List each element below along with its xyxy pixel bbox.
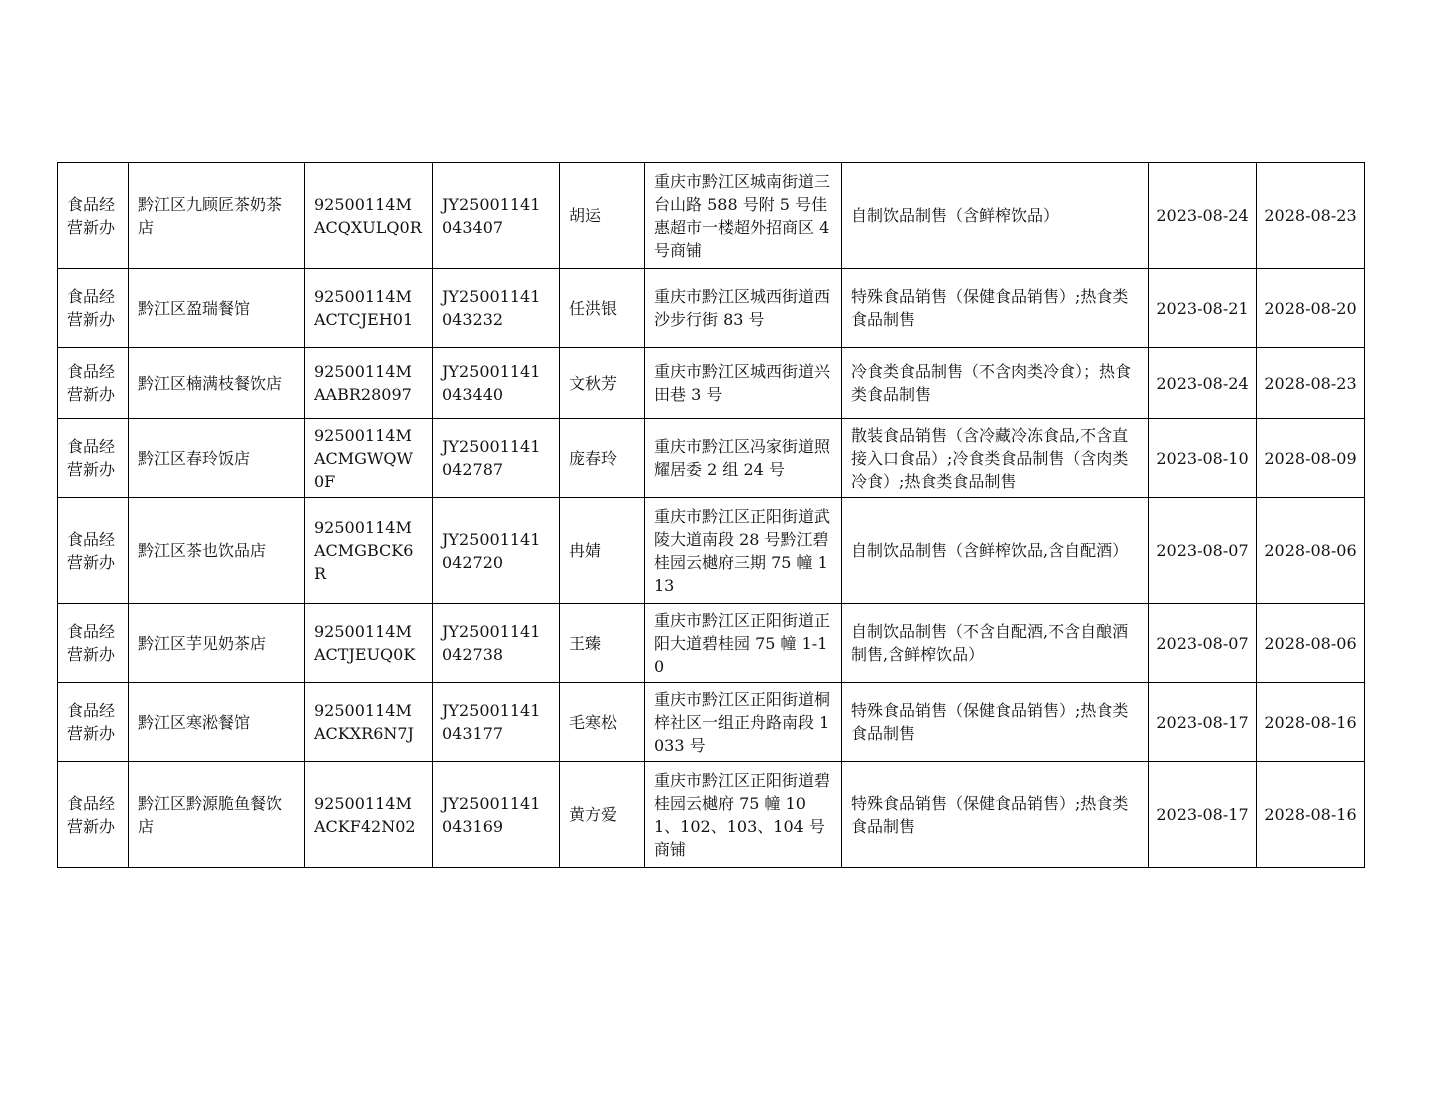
legal-person-cell: 任洪银 (560, 269, 645, 348)
legal-person-cell: 文秋芳 (560, 348, 645, 419)
business-name-cell: 黔江区九顾匠茶奶茶店 (129, 163, 305, 269)
license-number-cell: JY25001141042720 (433, 498, 560, 604)
issue-date-cell: 2023-08-10 (1149, 419, 1257, 498)
credit-code-cell: 92500114MACKF42N02 (305, 762, 433, 868)
business-scope-cell: 特殊食品销售（保健食品销售）;热食类食品制售 (842, 269, 1149, 348)
expiry-date-cell: 2028-08-06 (1257, 604, 1365, 683)
business-name-cell: 黔江区黔源脆鱼餐饮店 (129, 762, 305, 868)
address-cell: 重庆市黔江区城西街道西沙步行街 83 号 (645, 269, 842, 348)
address-cell: 重庆市黔江区冯家街道照耀居委 2 组 24 号 (645, 419, 842, 498)
legal-person-cell: 冉婧 (560, 498, 645, 604)
credit-code-cell: 92500114MACMGWQW0F (305, 419, 433, 498)
expiry-date-cell: 2028-08-16 (1257, 762, 1365, 868)
business-name-cell: 黔江区楠满枝餐饮店 (129, 348, 305, 419)
legal-person-cell: 毛寒松 (560, 683, 645, 762)
business-scope-cell: 自制饮品制售（含鲜榨饮品） (842, 163, 1149, 269)
table-row (58, 498, 1365, 604)
record-type-cell: 食品经营新办 (58, 762, 129, 868)
business-name-cell: 黔江区盈瑞餐馆 (129, 269, 305, 348)
credit-code-cell: 92500114MAABR28097 (305, 348, 433, 419)
issue-date-cell: 2023-08-24 (1149, 348, 1257, 419)
business-name-cell: 黔江区寒淞餐馆 (129, 683, 305, 762)
issue-date-cell: 2023-08-17 (1149, 683, 1257, 762)
record-type-cell: 食品经营新办 (58, 419, 129, 498)
business-scope-cell: 特殊食品销售（保健食品销售）;热食类食品制售 (842, 683, 1149, 762)
table-row (58, 348, 1365, 419)
issue-date-cell: 2023-08-21 (1149, 269, 1257, 348)
address-cell: 重庆市黔江区城南街道三台山路 588 号附 5 号佳惠超市一楼超外招商区 4 号商铺 (645, 163, 842, 269)
record-type-cell: 食品经营新办 (58, 498, 129, 604)
record-type-cell: 食品经营新办 (58, 163, 129, 269)
legal-person-cell: 庞春玲 (560, 419, 645, 498)
license-number-cell: JY25001141042787 (433, 419, 560, 498)
issue-date-cell: 2023-08-07 (1149, 498, 1257, 604)
record-type-cell: 食品经营新办 (58, 683, 129, 762)
legal-person-cell: 黄方爱 (560, 762, 645, 868)
business-name-cell: 黔江区芋见奶茶店 (129, 604, 305, 683)
address-cell: 重庆市黔江区正阳街道武陵大道南段 28 号黔江碧桂园云樾府三期 75 幢 113 (645, 498, 842, 604)
table-row (58, 269, 1365, 348)
issue-date-cell: 2023-08-17 (1149, 762, 1257, 868)
license-number-cell: JY25001141042738 (433, 604, 560, 683)
credit-code-cell: 92500114MACMGBCK6R (305, 498, 433, 604)
issue-date-cell: 2023-08-07 (1149, 604, 1257, 683)
expiry-date-cell: 2028-08-06 (1257, 498, 1365, 604)
table-row (58, 683, 1365, 762)
address-cell: 重庆市黔江区正阳街道正阳大道碧桂园 75 幢 1-10 (645, 604, 842, 683)
license-number-cell: JY25001141043440 (433, 348, 560, 419)
table-body (58, 163, 1365, 868)
table-row (58, 419, 1365, 498)
license-records-table (57, 162, 1365, 868)
legal-person-cell: 胡运 (560, 163, 645, 269)
license-number-cell: JY25001141043169 (433, 762, 560, 868)
license-number-cell: JY25001141043232 (433, 269, 560, 348)
business-name-cell: 黔江区春玲饭店 (129, 419, 305, 498)
business-scope-cell: 冷食类食品制售（不含肉类冷食）；热食类食品制售 (842, 348, 1149, 419)
business-scope-cell: 特殊食品销售（保健食品销售）;热食类食品制售 (842, 762, 1149, 868)
table-row (58, 163, 1365, 269)
business-scope-cell: 自制饮品制售（不含自配酒,不含自酿酒制售,含鲜榨饮品） (842, 604, 1149, 683)
license-number-cell: JY25001141043407 (433, 163, 560, 269)
license-number-cell: JY25001141043177 (433, 683, 560, 762)
expiry-date-cell: 2028-08-23 (1257, 348, 1365, 419)
credit-code-cell: 92500114MACTJEUQ0K (305, 604, 433, 683)
credit-code-cell: 92500114MACTCJEH01 (305, 269, 433, 348)
issue-date-cell: 2023-08-24 (1149, 163, 1257, 269)
expiry-date-cell: 2028-08-20 (1257, 269, 1365, 348)
business-name-cell: 黔江区茶也饮品店 (129, 498, 305, 604)
table-row (58, 762, 1365, 868)
credit-code-cell: 92500114MACKXR6N7J (305, 683, 433, 762)
expiry-date-cell: 2028-08-16 (1257, 683, 1365, 762)
legal-person-cell: 王臻 (560, 604, 645, 683)
record-type-cell: 食品经营新办 (58, 604, 129, 683)
address-cell: 重庆市黔江区城西街道兴田巷 3 号 (645, 348, 842, 419)
record-type-cell: 食品经营新办 (58, 348, 129, 419)
business-scope-cell: 散装食品销售（含冷藏冷冻食品,不含直接入口食品）;冷食类食品制售（含肉类冷食）;热食类食品制售 (842, 419, 1149, 498)
expiry-date-cell: 2028-08-23 (1257, 163, 1365, 269)
business-scope-cell: 自制饮品制售（含鲜榨饮品,含自配酒） (842, 498, 1149, 604)
table-row (58, 604, 1365, 683)
address-cell: 重庆市黔江区正阳街道桐梓社区一组正舟路南段 1033 号 (645, 683, 842, 762)
record-type-cell: 食品经营新办 (58, 269, 129, 348)
credit-code-cell: 92500114MACQXULQ0R (305, 163, 433, 269)
address-cell: 重庆市黔江区正阳街道碧桂园云樾府 75 幢 101、102、103、104 号商铺 (645, 762, 842, 868)
expiry-date-cell: 2028-08-09 (1257, 419, 1365, 498)
